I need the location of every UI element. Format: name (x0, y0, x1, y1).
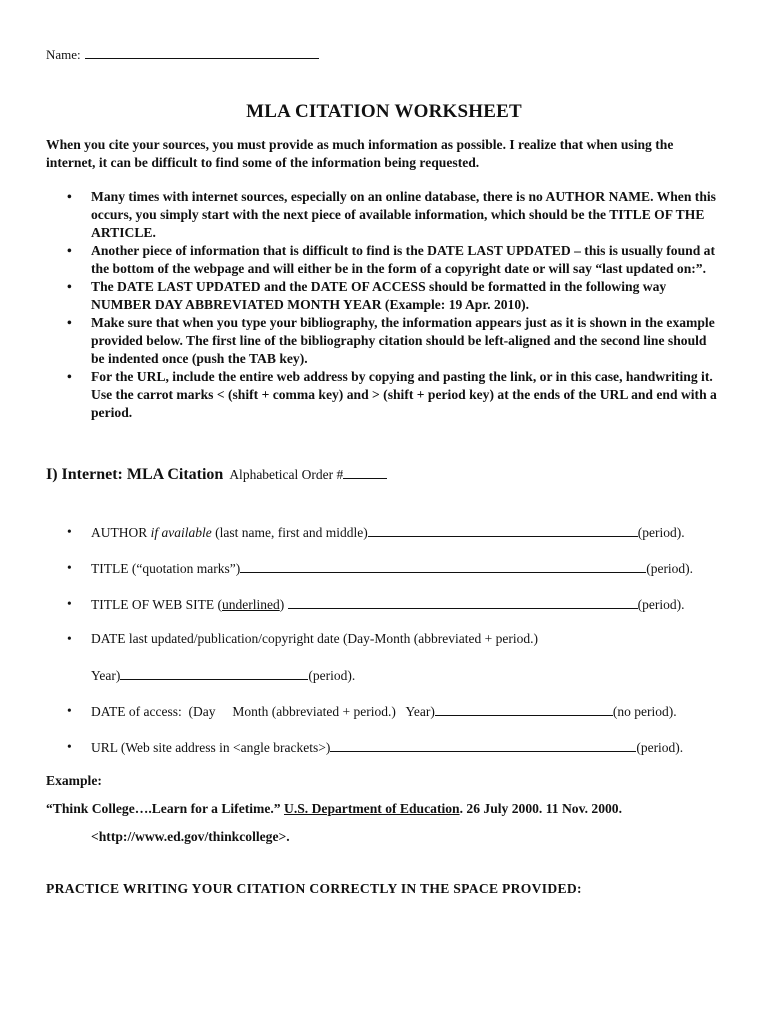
section-heading (46, 466, 387, 484)
website-title-label: TITLE OF WEB SITE ( (91, 597, 222, 612)
url-terminator: (period). (636, 740, 684, 755)
rule-item (46, 278, 722, 314)
author-label: AUTHOR (91, 525, 151, 540)
bullet-icon: • (67, 631, 72, 646)
website-title-blank[interactable] (288, 596, 638, 609)
example-dates: . 26 July 2000. 11 Nov. 2000. (459, 801, 622, 816)
rule-text: Another piece of information that is difficult to find is the DATE LAST UPDATED – this is usually found at the bottom of the webpage and will either be in the form of a copyright date or will say “last updated on:”. (91, 243, 715, 276)
example-url: <http://www.ed.gov/thinkcollege>. (91, 829, 290, 844)
author-blank[interactable] (368, 524, 638, 537)
bullet-icon: • (67, 189, 72, 204)
name-blank[interactable] (85, 46, 319, 59)
author-if-available: if available (150, 525, 212, 540)
author-format-hint: (last name, first and middle) (211, 525, 368, 540)
bullet-icon: • (67, 739, 72, 754)
bullet-icon: • (67, 524, 72, 539)
title-label: TITLE (“quotation marks”) (91, 561, 241, 576)
date-access-field (46, 703, 726, 721)
bullet-icon: • (67, 703, 72, 718)
title-field (46, 560, 726, 578)
website-title-field (46, 596, 726, 614)
date-updated-year-line (46, 667, 726, 685)
date-access-terminator: (no period). (612, 704, 677, 719)
name-field (46, 46, 319, 63)
section-title: I) Internet: MLA Citation (46, 466, 224, 483)
title-blank[interactable] (240, 560, 646, 573)
order-label: Alphabetical Order # (229, 467, 344, 482)
url-label: URL (Web site address in <angle brackets>) (91, 740, 331, 755)
example-title: “Think College….Learn for a Lifetime.” (46, 801, 281, 816)
author-terminator: (period). (637, 525, 685, 540)
page-title: MLA CITATION WORKSHEET (246, 101, 522, 122)
date-updated-year-label: Year) (91, 668, 121, 683)
date-updated-blank[interactable] (120, 667, 308, 680)
bullet-icon: • (67, 279, 72, 294)
intro-paragraph: When you cite your sources, you must provide as much information as possible. I realize that when using the internet, it can be difficult to find some of the information being requested. (46, 137, 674, 170)
rule-text: The DATE LAST UPDATED and the DATE OF ACCESS should be formatted in the following way NUMBER DAY ABBREVIATED MONTH YEAR (Example: 19 Apr. 2010). (91, 279, 667, 312)
bullet-icon: • (67, 315, 72, 330)
name-label: Name: (46, 47, 81, 62)
order-blank[interactable] (343, 466, 387, 479)
url-blank[interactable] (330, 739, 636, 752)
example-citation-line (46, 801, 622, 817)
date-updated-label: DATE last updated/publication/copyright date (Day-Month (abbreviated + period.) (91, 631, 538, 646)
rule-text: For the URL, include the entire web address by copying and pasting the link, or in this case, handwriting it. Use the carrot marks < (shift + comma key) and > (shift + period key) at the ends of the URL and end with a period. (91, 369, 717, 420)
title-terminator: (period). (646, 561, 694, 576)
bullet-icon: • (67, 243, 72, 258)
date-access-blank[interactable] (435, 703, 613, 716)
date-access-label: DATE of access: (Day Month (abbreviated + period.) Year) (91, 704, 435, 719)
bullet-icon: • (67, 596, 72, 611)
rule-item (46, 242, 722, 278)
rule-text: Many times with internet sources, especially on an online database, there is no AUTHOR NAME. When this occurs, you simply start with the next piece of available information, which should be the TITLE OF THE ARTICLE. (91, 189, 716, 240)
website-title-close-paren: ) (279, 597, 285, 612)
date-updated-field (46, 631, 726, 649)
example-label: Example: (46, 773, 102, 788)
rule-text: Make sure that when you type your bibliography, the information appears just as it is shown in the example provided below. The first line of the bibliography citation should be left-aligned and the second line should be indented once (push the TAB key). (91, 315, 715, 366)
underlined-hint: underlined (221, 597, 280, 612)
url-field (46, 739, 726, 757)
rules-list (46, 188, 722, 422)
rule-item (46, 368, 722, 422)
practice-instruction: PRACTICE WRITING YOUR CITATION CORRECTLY IN THE SPACE PROVIDED: (46, 881, 582, 896)
bullet-icon: • (67, 560, 72, 575)
website-title-terminator: (period). (637, 597, 685, 612)
rule-item (46, 188, 722, 242)
bullet-icon: • (67, 369, 72, 384)
rule-item (46, 314, 722, 368)
example-site: U.S. Department of Education (284, 801, 460, 816)
author-field (46, 524, 726, 542)
date-updated-terminator: (period). (308, 668, 356, 683)
